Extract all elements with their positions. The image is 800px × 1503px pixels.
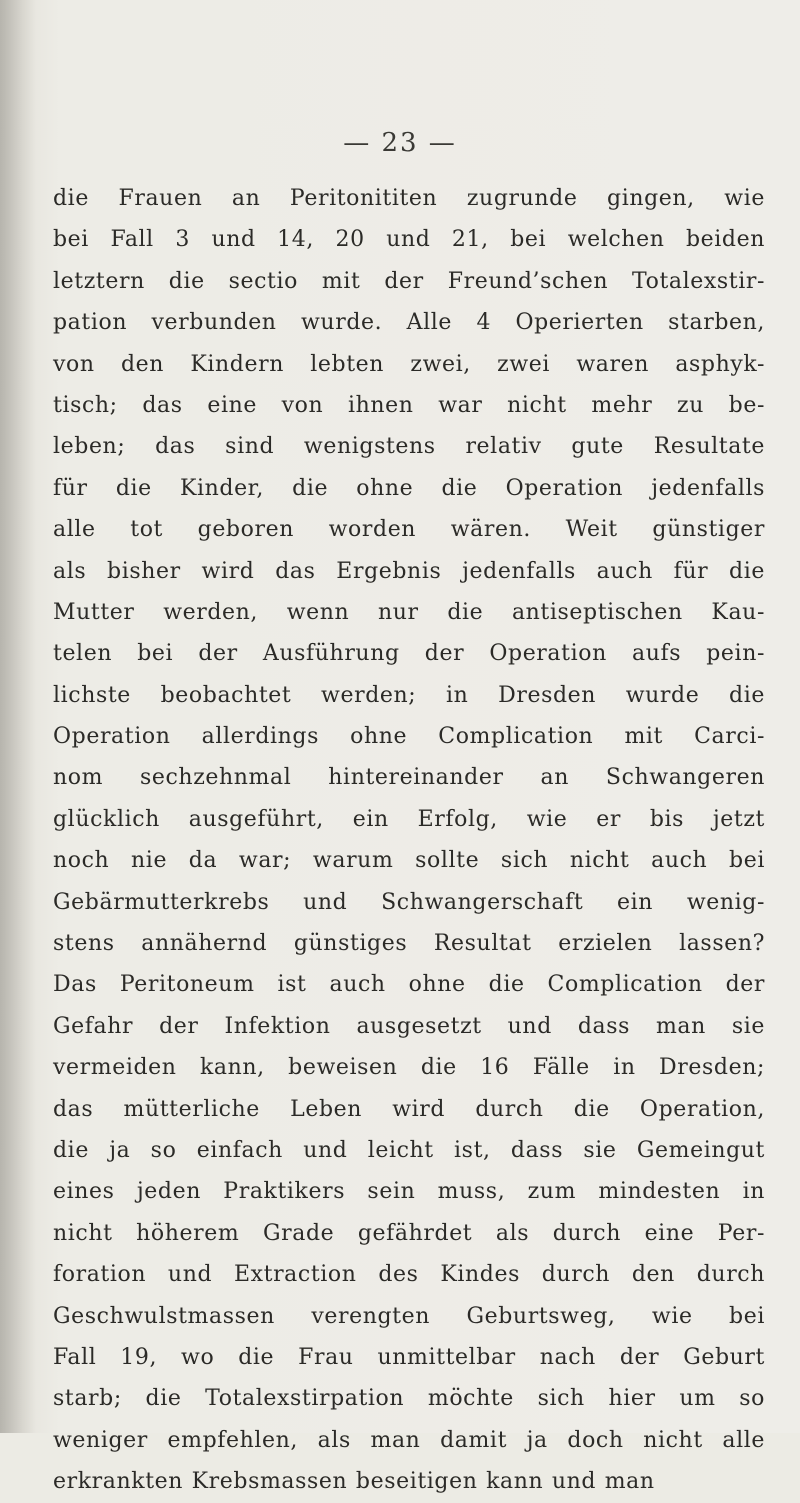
page-number: — 23 —: [343, 128, 457, 158]
text-line: Mutter werden, wenn nur die antiseptischen Kau-: [53, 599, 765, 625]
text-line: noch nie da war; warum sollte sich nicht auch bei: [53, 848, 765, 874]
text-line: Operation allerdings ohne Complication mit Carci-: [53, 724, 765, 750]
text-line: tisch; das eine von ihnen war nicht mehr zu be-: [53, 392, 765, 418]
text-line: glücklich ausgeführt, ein Erfolg, wie er bis jetzt: [53, 806, 765, 832]
text-line: als bisher wird das Ergebnis jedenfalls auch für die: [53, 558, 765, 584]
text-line: starb; die Totalexstirpation möchte sich hier um so: [53, 1386, 765, 1412]
text-line: für die Kinder, die ohne die Operation jedenfalls: [53, 475, 765, 501]
text-line: Geschwulstmassen verengten Geburtsweg, wie bei: [53, 1303, 765, 1329]
text-line: leben; das sind wenigstens relativ gute Resultate: [53, 434, 765, 460]
text-line: weniger empfehlen, als man damit ja doch nicht alle: [53, 1427, 765, 1453]
text-line: die ja so einfach und leicht ist, dass sie Gemeingut: [53, 1137, 765, 1163]
text-line: telen bei der Ausführung der Operation aufs pein-: [53, 641, 765, 667]
text-line: von den Kindern lebten zwei, zwei waren asphyk-: [53, 351, 765, 377]
text-line: alle tot geboren worden wären. Weit günstiger: [53, 517, 765, 543]
text-line: eines jeden Praktikers sein muss, zum mindesten in: [53, 1179, 765, 1205]
text-line: vermeiden kann, beweisen die 16 Fälle in Dresden;: [53, 1055, 765, 1081]
text-line: nicht höherem Grade gefährdet als durch eine Per-: [53, 1220, 765, 1246]
text-line: stens annähernd günstiges Resultat erzielen lassen?: [53, 931, 765, 957]
text-line: letztern die sectio mit der Freund’schen Totalexstir-: [53, 268, 765, 294]
text-line: nom sechzehnmal hintereinander an Schwangeren: [53, 765, 765, 791]
text-line: Gefahr der Infektion ausgesetzt und dass man sie: [53, 1013, 765, 1039]
text-line: das mütterliche Leben wird durch die Operation,: [53, 1096, 765, 1122]
text-line: die Frauen an Peritonititen zugrunde gingen, wie: [53, 186, 765, 211]
text-line: lichste beobachtet werden; in Dresden wurde die: [53, 682, 765, 708]
text-line: Das Peritoneum ist auch ohne die Complication der: [53, 972, 765, 998]
text-line: pation verbunden wurde. Alle 4 Operierten starben,: [53, 310, 765, 336]
text-line: foration und Extraction des Kindes durch den durch: [53, 1262, 765, 1288]
text-line: Fall 19, wo die Frau unmittelbar nach der Geburt: [53, 1344, 765, 1370]
text-line: bei Fall 3 und 14, 20 und 21, bei welchen beiden: [53, 227, 765, 253]
text-line: Gebärmutterkrebs und Schwangerschaft ein wenig-: [53, 889, 765, 915]
body-text: [53, 178, 765, 1503]
text-line: erkrankten Krebsmassen beseitigen kann und man: [53, 1469, 655, 1495]
page-edge-shadow: [0, 0, 36, 1433]
